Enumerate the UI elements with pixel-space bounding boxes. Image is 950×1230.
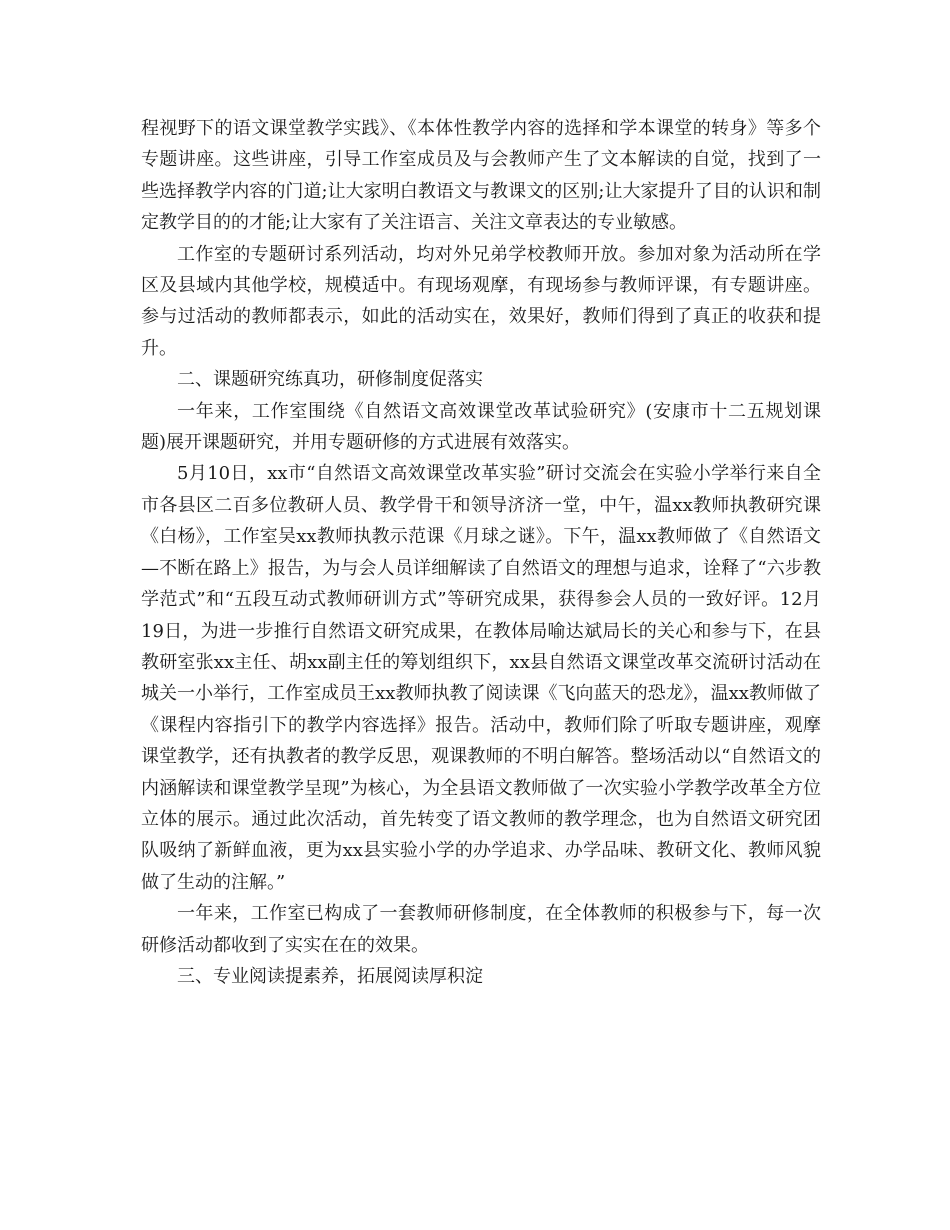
paragraph-research-intro: 一年来，工作室围绕《自然语文高效课堂改革试验研究》(安康市十二五规划课题)展开课题研究，并用专题研修的方式进展有效落实。 [141, 400, 821, 454]
document-page [141, 113, 821, 992]
paragraph-open-activities: 工作室的专题研讨系列活动，均对外兄弟学校教师开放。参加对象为活动所在学区及县域内其他学校，规模适中。有现场观摩，有现场参与教师评课，有专题讲座。参与过活动的教师都表示，如此的活动实在，效果好，教师们得到了真正的收获和提升。 [141, 243, 821, 359]
paragraph-lecture-summary: 程视野下的语文课堂教学实践》、《本体性教学内容的选择和学本课堂的转身》等多个专题讲座。这些讲座，引导工作室成员及与会教师产生了文本解读的自觉，找到了一些选择教学内容的门道;让大家明白教语文与教课文的区别;让大家提升了目的认识和制定教学目的的才能;让大家有了关注语言、关注文章表达的专业敏感。 [141, 118, 821, 234]
section-heading-reading: 三、专业阅读提素养，拓展阅读厚积淀 [177, 965, 483, 987]
paragraph-training-system: 一年来，工作室已构成了一套教师研修制度，在全体教师的积极参与下，每一次研修活动都收到了实实在在的效果。 [141, 903, 821, 956]
paragraph-events: 5月10日，xx市“自然语文高效课堂改革实验”研讨交流会在实验小学举行来自全市各县区二百多位教研人员、教学骨干和领导济济一堂，中午，温xx教师执教研究课《白杨》，工作室吴xx教师执教示范课《月球之谜》。下午，温xx教师做了《自然语文—不断在路上》报告，为与会人员详细解读了自然语文的理想与追求，诠释了“六步教学范式”和“五段互动式教师研训方式”等研究成果，获得参会人员的一致好评。12月19日，为进一步推行自然语文研究成果，在教体局喻达斌局长的关心和参与下，在县教研室张xx主任、胡xx副主任的筹划组织下，xx县自然语文课堂改革交流研讨活动在城关一小举行，工作室成员王xx教师执教了阅读课《飞向蓝天的恐龙》，温xx教师做了《课程内容指引下的教学内容选择》报告。活动中，教师们除了听取专题讲座，观摩课堂教学，还有执教者的教学反思，观课教师的不明白解答。整场活动以“自然语文的内涵解读和课堂教学呈现”为核心，为全县语文教师做了一次实验小学教学改革全方位立体的展示。通过此次活动，首先转变了语文教师的教学理念，也为自然语文研究团队吸纳了新鲜血液，更为xx县实验小学的办学追求、办学品味、教研文化、教师风貌做了生动的注解。” [141, 463, 821, 893]
section-heading-research: 二、课题研究练真功，研修制度促落实 [177, 369, 483, 391]
